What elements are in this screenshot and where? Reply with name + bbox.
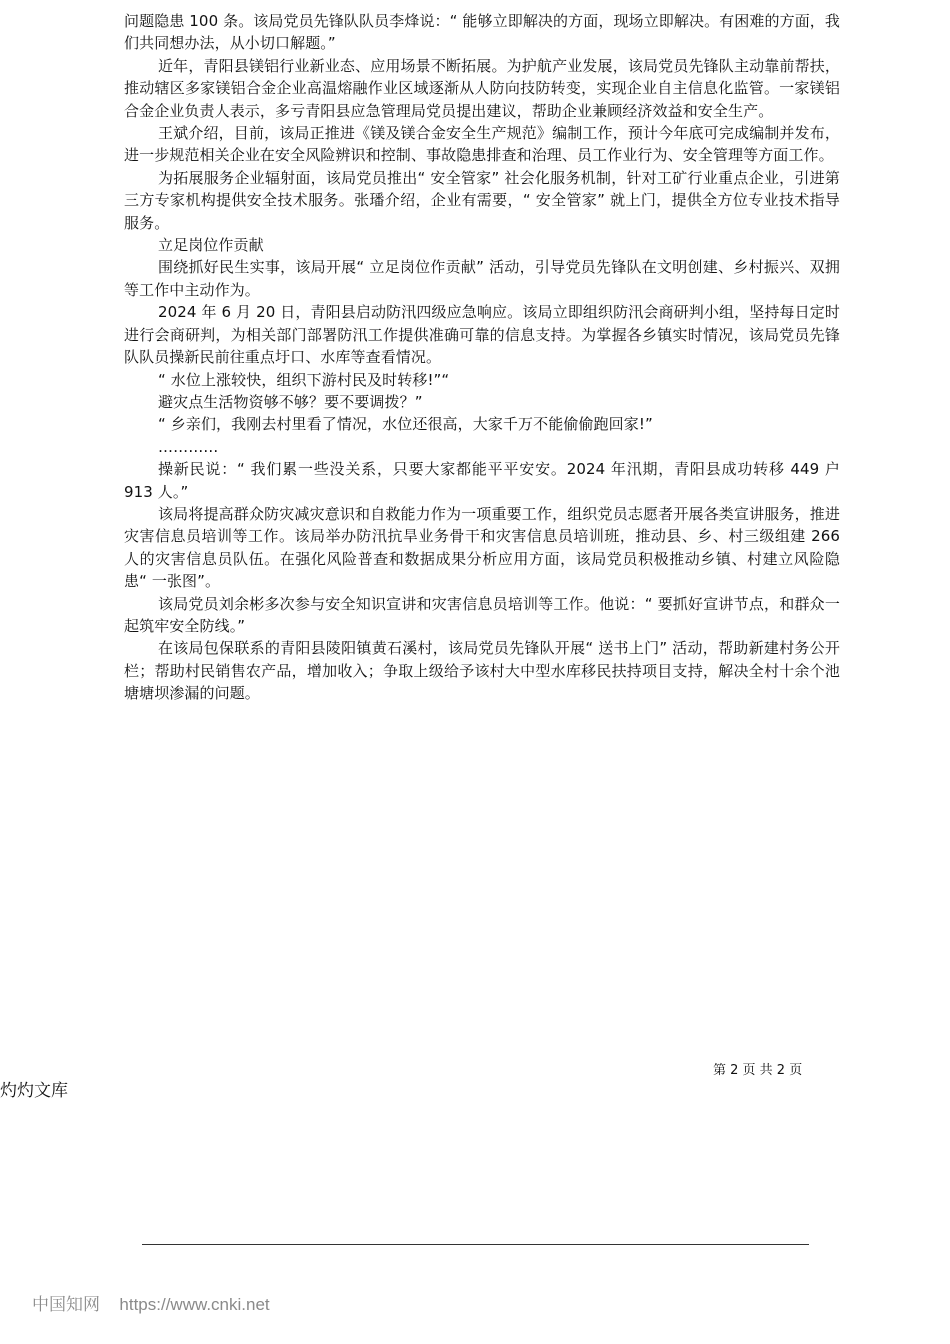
paragraph: 近年，青阳县镁铝行业新业态、应用场景不断拓展。为护航产业发展，该局党员先锋队主动靠前帮扶，推动辖区多家镁铝合金企业高温熔融作业区域逐渐从人防向技防转变，实现企业自主信息化监管。一家镁铝合金企业负责人表示，多亏青阳县应急管理局党员提出建议，帮助企业兼顾经济效益和安全生产。 — [124, 56, 840, 120]
quote-line: “ 乡亲们，我刚去村里看了情况，水位还很高，大家千万不能偷偷跑回家!” — [158, 415, 653, 434]
footer-site-url[interactable]: https://www.cnki.net — [119, 1295, 270, 1314]
footer-site-name: 中国知网 — [32, 1295, 100, 1315]
paragraph: 2024 年 6 月 20 日，青阳县启动防汛四级应急响应。该局立即组织防汛会商研判小组，坚持每日定时进行会商研判，为相关部门部署防汛工作提供准确可靠的信息支持。为掌握各乡镇实时情况，该局党员先锋队队员操新民前往重点圩口、水库等查看情况。 — [124, 303, 840, 367]
paragraph: 王斌介绍，目前，该局正推进《镁及镁合金安全生产规范》编制工作，预计今年底可完成编制并发布，进一步规范相关企业在安全风险辨识和控制、事故隐患排查和治理、员工作业行为、安全管理等方面工作。 — [124, 124, 840, 165]
section-heading: 立足岗位作贡献 — [158, 236, 264, 255]
paragraph: 围绕抓好民生实事，该局开展“ 立足岗位作贡献” 活动，引导党员先锋队在文明创建、乡村振兴、双拥等工作中主动作为。 — [124, 258, 840, 299]
footer — [32, 1294, 270, 1316]
ellipsis-line: ………… — [158, 437, 219, 456]
article-body — [124, 10, 840, 705]
quote-line: 避灾点生活物资够不够？要不要调拨？” — [158, 392, 423, 411]
watermark-text: 灼灼文库 — [0, 1081, 68, 1101]
paragraph: 在该局包保联系的青阳县陵阳镇黄石溪村，该局党员先锋队开展“ 送书上门” 活动，帮助新建村务公开栏；帮助村民销售农产品，增加收入；争取上级给予该村大中型水库移民扶持项目支持，解决全村十余个池塘塘坝渗漏的问题。 — [124, 639, 840, 703]
page-number: 第 2 页 共 2 页 — [713, 1063, 803, 1078]
paragraph: 为拓展服务企业辐射面，该局党员推出“ 安全管家” 社会化服务机制，针对工矿行业重点企业，引进第三方专家机构提供安全技术服务。张璠介绍，企业有需要，“ 安全管家” 就上门，提供全方位专业技术指导服务。 — [124, 168, 840, 232]
footer-divider — [142, 1244, 809, 1245]
paragraph: 操新民说：“ 我们累一些没关系，只要大家都能平平安安。2024 年汛期，青阳县成功转移 449 户 913 人。” — [124, 460, 840, 501]
quote-line: “ 水位上涨较快，组织下游村民及时转移!”“ — [158, 370, 450, 389]
paragraph: 该局将提高群众防灾减灾意识和自救能力作为一项重要工作，组织党员志愿者开展各类宣讲服务，推进灾害信息员培训等工作。该局举办防汛抗旱业务骨干和灾害信息员培训班，推动县、乡、村三级组建 266 人的灾害信息员队伍。在强化风险普查和数据成果分析应用方面，该局党员积极推动乡镇、村建立风险隐患“ 一张图”。 — [124, 504, 840, 591]
paragraph: 该局党员刘余彬多次参与安全知识宣讲和灾害信息员培训等工作。他说：“ 要抓好宣讲节点，和群众一起筑牢安全防线。” — [124, 594, 840, 635]
paragraph: 问题隐患 100 条。该局党员先锋队队员李烽说：“ 能够立即解决的方面，现场立即解决。有困难的方面，我们共同想办法，从小切口解题。” — [124, 12, 840, 53]
